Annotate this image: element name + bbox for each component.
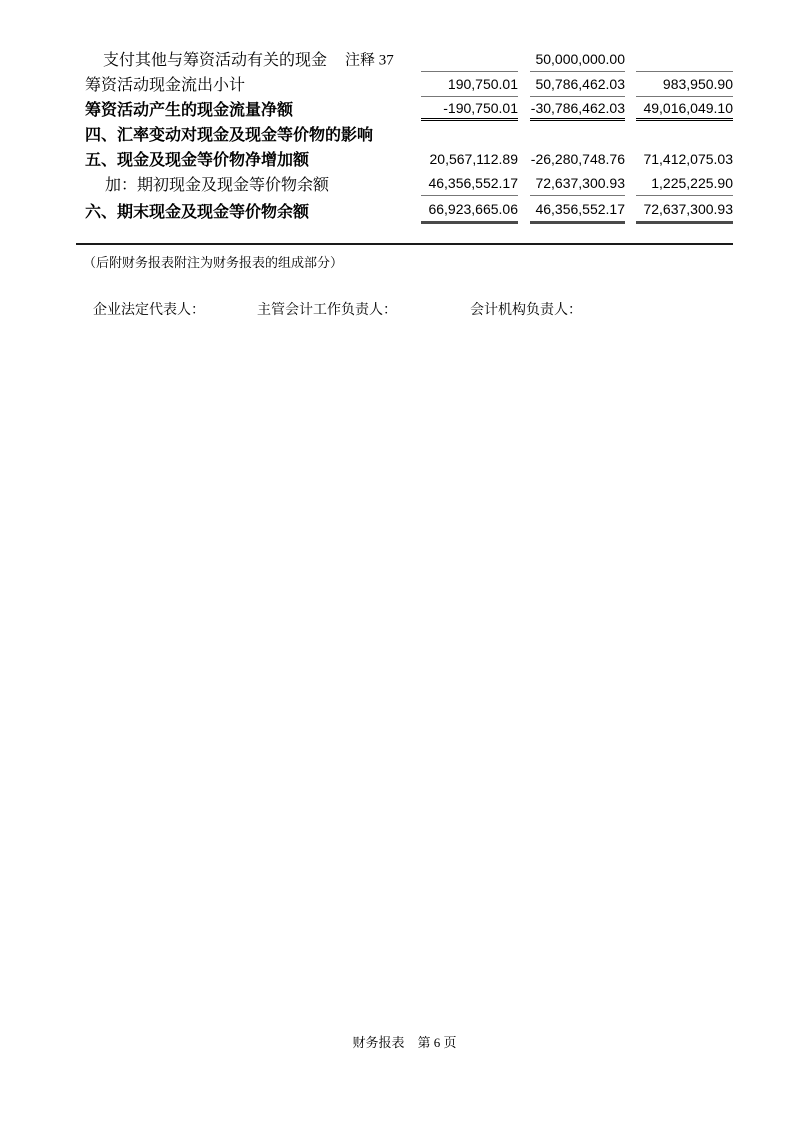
amount-col1 [421, 121, 518, 146]
row-label-text: 筹资活动产生的现金流量净额 [85, 102, 294, 119]
amount-col2: 46,356,552.17 [530, 196, 625, 224]
chief-accounting-officer-label: 主管会计工作负责人： [257, 303, 397, 318]
attachment-note: （后附财务报表附注为财务报表的组成部分） [83, 255, 344, 270]
amount-col2: -30,786,462.03 [530, 96, 625, 121]
amount-col3 [636, 46, 733, 71]
legal-representative-label: 企业法定代表人： [93, 303, 205, 318]
table-row [76, 146, 733, 171]
row-label-text: 四、汇率变动对现金及现金等价物的影响 [85, 127, 374, 144]
amount-col3: 49,016,049.10 [636, 96, 733, 121]
row-label [76, 146, 421, 171]
row-label-text: 六、期末现金及现金等价物余额 [85, 203, 310, 221]
table-row [76, 71, 733, 96]
amount-col1: -190,750.01 [421, 96, 518, 121]
amount-col3: 983,950.90 [636, 71, 733, 96]
row-label-text: 五、现金及现金等价物净增加额 [85, 152, 310, 169]
amount-col3: 72,637,300.93 [636, 196, 733, 224]
table-row [76, 96, 733, 121]
amount-col1: 46,356,552.17 [421, 171, 518, 196]
row-label-text: 筹资活动现金流出小计 [85, 77, 246, 94]
row-label-text: 支付其他与筹资活动有关的现金 [103, 52, 328, 69]
section-divider-line [76, 243, 733, 245]
note-reference: 注释 37 [345, 52, 394, 68]
signature-row [0, 299, 793, 319]
cash-flow-statement-table [76, 46, 733, 224]
row-label [76, 171, 421, 196]
amount-col2: 50,786,462.03 [530, 71, 625, 96]
amount-col2: -26,280,748.76 [530, 150, 625, 167]
amount-col1 [421, 46, 518, 71]
row-label [76, 121, 421, 146]
row-label [76, 96, 421, 121]
table-row [76, 46, 733, 71]
amount-col1: 190,750.01 [421, 71, 518, 96]
amount-col3 [636, 121, 733, 146]
amount-col1: 20,567,112.89 [429, 150, 518, 167]
table-row [76, 196, 733, 224]
amount-col3: 71,412,075.03 [643, 150, 733, 167]
table-row [76, 171, 733, 196]
row-label [76, 71, 421, 96]
row-label [76, 196, 421, 224]
row-label-text: 加：期初现金及现金等价物余额 [105, 177, 330, 194]
amount-col3: 1,225,225.90 [636, 171, 733, 196]
table-row [76, 121, 733, 146]
amount-col2 [530, 121, 625, 146]
page-footer: 财务报表 第 6 页 [352, 1035, 457, 1050]
amount-col2: 50,000,000.00 [535, 50, 625, 67]
accounting-department-head-label: 会计机构负责人： [470, 303, 582, 318]
row-label [76, 46, 421, 71]
amount-col2: 72,637,300.93 [530, 171, 625, 196]
amount-col1: 66,923,665.06 [421, 196, 518, 224]
